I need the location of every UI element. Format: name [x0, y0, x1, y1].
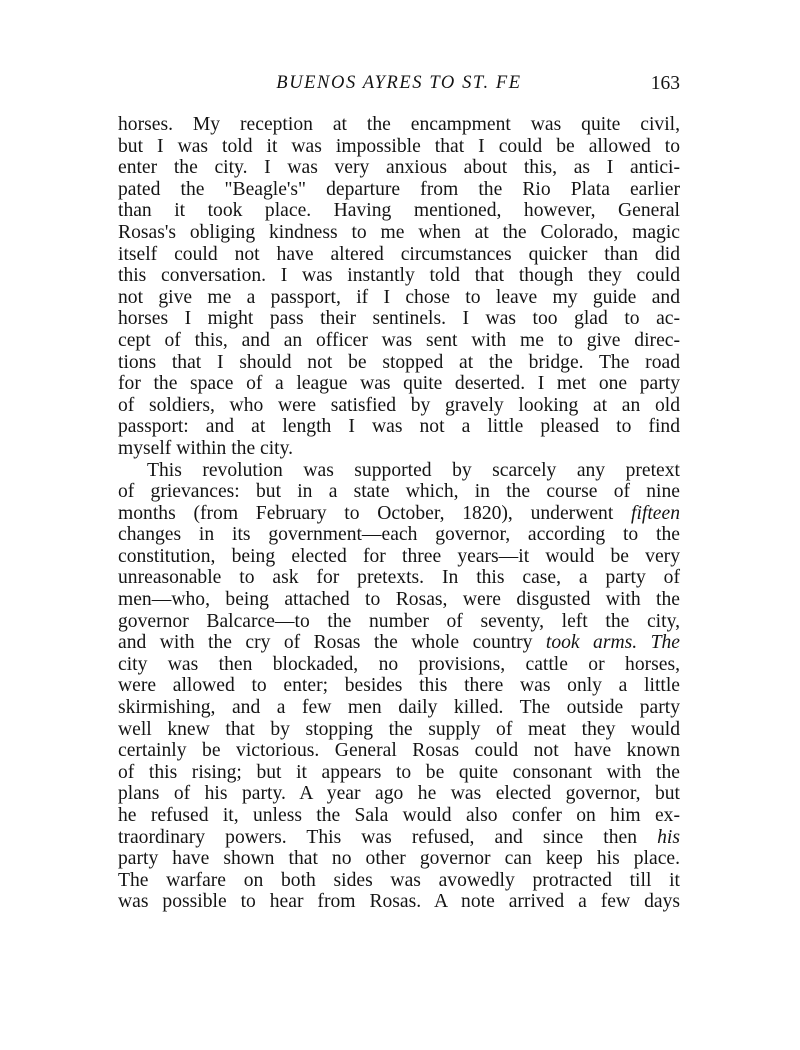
text-line: city was then blockaded, no provisions, cattle or horses,	[118, 653, 680, 675]
text-line: skirmishing, and a few men daily killed. The outside party	[118, 697, 680, 719]
text-line: horses I might pass their sentinels. I was too glad to ac-	[118, 308, 680, 330]
text-line: enter the city. I was very anxious about this, as I antici-	[118, 157, 680, 179]
text-line: traordinary powers. This was refused, and since then his	[118, 826, 680, 848]
text-line: for the space of a league was quite deserted. I met one party	[118, 373, 680, 395]
text-line: passport: and at length I was not a little pleased to find	[118, 416, 680, 438]
text-line: party have shown that no other governor can keep his place.	[118, 848, 680, 870]
text-line: cept of this, and an officer was sent with me to give direc-	[118, 329, 680, 351]
text-line: certainly be victorious. General Rosas could not have known	[118, 740, 680, 762]
text-line: unreasonable to ask for pretexts. In this case, a party of	[118, 567, 680, 589]
text-line: plans of his party. A year ago he was elected governor, but	[118, 783, 680, 805]
text-line: of soldiers, who were satisfied by gravely looking at an old	[118, 394, 680, 416]
text-line: months (from February to October, 1820), underwent fifteen	[118, 502, 680, 524]
text-line: tions that I should not be stopped at the bridge. The road	[118, 351, 680, 373]
running-title: BUENOS AYRES TO ST. FE	[276, 73, 522, 93]
text-line: The warfare on both sides was avowedly protracted till it	[118, 869, 680, 891]
text-line: pated the "Beagle's" departure from the Rio Plata earlier	[118, 178, 680, 200]
text-line: than it took place. Having mentioned, however, General	[118, 200, 680, 222]
text-line: he refused it, unless the Sala would also confer on him ex-	[118, 805, 680, 826]
text-line: horses. My reception at the encampment was quite civil,	[118, 114, 680, 135]
text-line: were allowed to enter; besides this there was only a little	[118, 675, 680, 697]
text-line: itself could not have altered circumstances quicker than did	[118, 243, 680, 265]
text-line: changes in its government—each governor, according to the	[118, 524, 680, 546]
text-line: myself within the city.	[118, 437, 294, 459]
paragraph-1	[118, 114, 680, 460]
text-line: and with the cry of Rosas the whole country took arms. The	[118, 632, 680, 654]
text-line: this conversation. I was instantly told that though they could	[118, 265, 680, 287]
text-line: constitution, being elected for three years—it would be very	[118, 545, 680, 567]
text-line: This revolution was supported by scarcely any pretext	[147, 459, 680, 481]
text-line: of this rising; but it appears to be quite consonant with the	[118, 761, 680, 783]
text-line: but I was told it was impossible that I could be allowed to	[118, 135, 680, 157]
text-line: well knew that by stopping the supply of meat they would	[118, 718, 680, 740]
paragraph-2	[118, 460, 680, 913]
text-line: Rosas's obliging kindness to me when at the Colorado, magic	[118, 221, 680, 243]
text-line: men—who, being attached to Rosas, were disgusted with the	[118, 589, 680, 611]
page-number: 163	[650, 73, 680, 94]
text-line: of grievances: but in a state which, in the course of nine	[118, 481, 680, 503]
text-line: governor Balcarce—to the number of seventy, left the city,	[118, 610, 680, 632]
text-line: was possible to hear from Rosas. A note arrived a few days	[118, 891, 680, 913]
body-text	[118, 114, 680, 913]
text-line: not give me a passport, if I chose to leave my guide and	[118, 286, 680, 308]
page-header	[118, 73, 680, 103]
